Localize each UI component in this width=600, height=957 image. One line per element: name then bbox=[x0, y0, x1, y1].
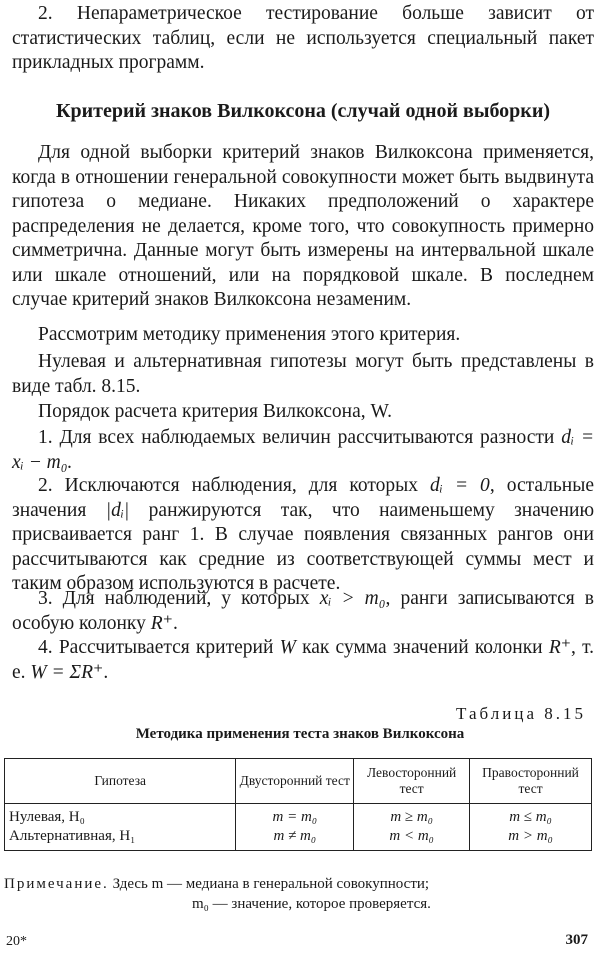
step-3-text-b: , ранги записываются в особую колонку bbox=[12, 588, 595, 634]
null-left-sided: m ≥ m₀ bbox=[390, 809, 433, 825]
step-1-text: 1. Для всех наблюдаемых величин рассчитываются разности bbox=[38, 427, 555, 448]
step-4-text-b: как сумма значений колонки bbox=[302, 637, 543, 658]
step-2-formula-2: |dᵢ| bbox=[105, 499, 130, 521]
step-2-text-a: 2. Исключаются наблюдения, для которых bbox=[38, 475, 418, 496]
row-null-hypothesis: Нулевая, H₀ bbox=[9, 809, 85, 825]
header-left-sided: Левосторонний тест bbox=[354, 759, 470, 804]
section-heading: Критерий знаков Вилкоксона (случай одной выборки) bbox=[55, 100, 551, 122]
right-sided-cell bbox=[470, 804, 592, 851]
step-3-text-a: 3. Для наблюдений, у которых bbox=[38, 588, 310, 609]
note-line-1: Здесь m — медиана в генеральной совокупности; bbox=[112, 876, 430, 892]
page-number: 307 bbox=[565, 932, 588, 948]
step-4-formula-2: R⁺ bbox=[548, 637, 572, 658]
left-sided-cell bbox=[354, 804, 470, 851]
table-row-data bbox=[5, 804, 592, 851]
table-label: Таблица 8.15 bbox=[456, 704, 586, 723]
note-label: Примечание. bbox=[4, 876, 109, 892]
step-4-text-a: 4. Рассчитывается критерий bbox=[38, 637, 274, 658]
alt-left-sided: m < m₀ bbox=[389, 828, 434, 844]
step-1 bbox=[12, 426, 594, 475]
paragraph-order: Порядок расчета критерия Вилкоксона, W. bbox=[38, 401, 392, 422]
step-2 bbox=[12, 474, 594, 597]
hypothesis-table bbox=[4, 758, 592, 851]
header-right-sided: Правосторонний тест bbox=[470, 759, 592, 804]
step-4-formula-1: W bbox=[279, 637, 296, 658]
note-line-2: m₀ — значение, которое проверяется. bbox=[192, 896, 431, 912]
two-sided-cell bbox=[236, 804, 354, 851]
step-1-formula: dᵢ = xᵢ − m₀. bbox=[12, 427, 594, 473]
table-header-row bbox=[5, 759, 592, 804]
row-alt-hypothesis: Альтернативная, H₁ bbox=[9, 828, 136, 844]
step-2-text-b: , остальные значения bbox=[12, 475, 595, 521]
step-4-text-c: , т. е. bbox=[12, 637, 595, 683]
step-2-formula-1: dᵢ = 0 bbox=[430, 475, 490, 496]
paragraph-hypotheses: Нулевая и альтернативная гипотезы могут быть представлены в виде табл. 8.15. bbox=[12, 351, 594, 397]
intro-paragraph: 2. Непараметрическое тестирование больше зависит от статистических таблиц, если не используется специальный пакет прикладных программ. bbox=[12, 3, 594, 73]
table-note bbox=[4, 874, 429, 894]
header-hypothesis: Гипотеза bbox=[5, 759, 236, 804]
null-right-sided: m ≤ m₀ bbox=[509, 809, 552, 825]
table-title: Методика применения теста знаков Вилкоксона bbox=[135, 726, 465, 742]
step-2-text-c: ранжируются так, что наименьшему значению присваивается ранг 1. В случае появления связанных рангов они рассчитываются как средние из соответствующей суммы мест и таким образом используются в расчете. bbox=[12, 499, 595, 594]
step-3-text-c: . bbox=[172, 612, 178, 634]
paragraph-method-intro: Рассмотрим методику применения этого критерия. bbox=[38, 324, 461, 345]
step-3-formula-2: R⁺ bbox=[150, 612, 173, 634]
paragraph-description: Для одной выборки критерий знаков Вилкоксона применяется, когда в отношении генеральной совокупности может быть выдвинута гипотеза о медиане. Никаких предположений о характере распределения не делается, кроме того, что совокупность примерно симметрична. Данные могут быть измерены на интервальной шкале или шкале отношений, или на порядковой шкале. В последнем случае критерий знаков Вилкоксона незаменим. bbox=[12, 142, 594, 310]
signature-mark: 20* bbox=[6, 934, 27, 949]
step-4 bbox=[12, 636, 594, 685]
alt-two-sided: m ≠ m₀ bbox=[273, 828, 317, 844]
null-two-sided: m = m₀ bbox=[272, 809, 318, 825]
step-4-formula-3: W = ΣR⁺ bbox=[30, 661, 104, 683]
hypothesis-cell bbox=[5, 804, 236, 851]
alt-right-sided: m > m₀ bbox=[508, 828, 553, 844]
step-4-text-d: . bbox=[103, 661, 109, 683]
step-3-formula-1: xᵢ > m₀ bbox=[319, 588, 386, 609]
header-two-sided: Двусторонний тест bbox=[236, 759, 354, 804]
step-3 bbox=[12, 587, 594, 636]
